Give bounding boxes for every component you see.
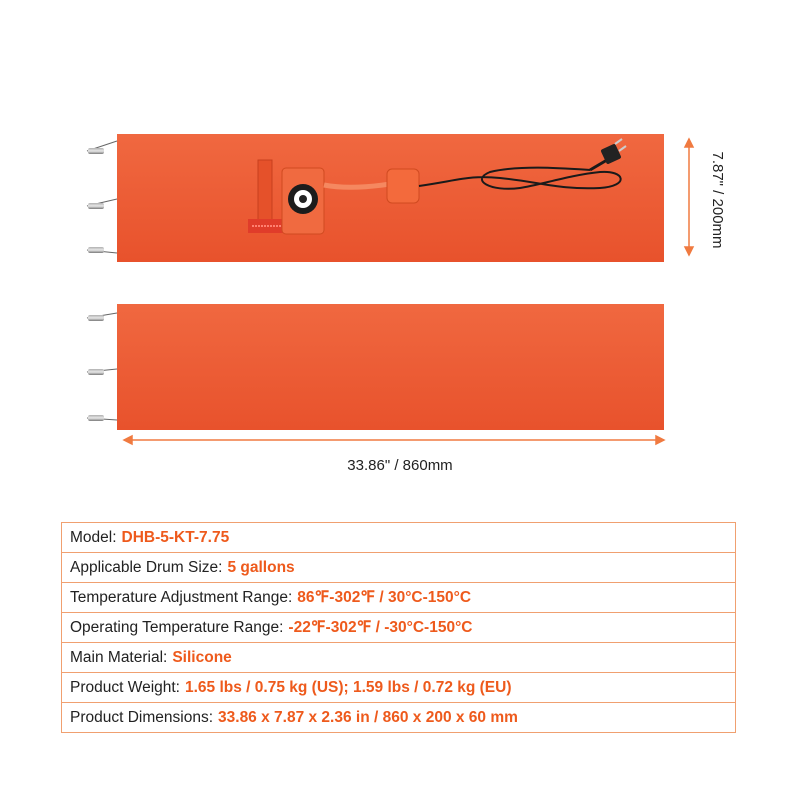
spec-label: Product Weight: (70, 678, 180, 696)
spec-value: 5 gallons (227, 558, 295, 576)
spec-row-material (62, 643, 735, 673)
spec-value: Silicone (172, 648, 232, 666)
heater-mat-back (87, 304, 664, 430)
spring-hook (87, 199, 117, 209)
spec-row-dimensions (62, 703, 735, 732)
width-dimension-arrow (124, 436, 664, 444)
spec-value: 1.65 lbs / 0.75 kg (US); 1.59 lbs / 0.72 kg (EU) (185, 678, 512, 696)
spec-row-model (62, 523, 735, 553)
heater-mat-front (87, 134, 664, 262)
spec-value: 33.86 x 7.87 x 2.36 in / 860 x 200 x 60 mm (218, 708, 518, 726)
spec-label: Temperature Adjustment Range: (70, 588, 293, 606)
mat-body-back (117, 304, 664, 430)
spring-hook (87, 369, 117, 375)
spec-label: Main Material: (70, 648, 168, 666)
specifications-table (61, 522, 736, 733)
spring-hook (87, 247, 117, 253)
junction-box (387, 169, 419, 203)
height-dimension-label: 7.87" / 200mm (709, 151, 727, 249)
width-dimension-label: 33.86" / 860mm (347, 457, 453, 474)
spring-hook (87, 415, 117, 421)
thermostat-controller (282, 168, 324, 234)
spec-label: Model: (70, 528, 117, 546)
spec-row-weight (62, 673, 735, 703)
spec-value: DHB-5-KT-7.75 (121, 528, 230, 546)
spring-hook (87, 141, 117, 154)
spec-label: Operating Temperature Range: (70, 618, 284, 636)
spec-row-temperature-adjustment (62, 583, 735, 613)
spec-label: Product Dimensions: (70, 708, 214, 726)
spec-label: Applicable Drum Size: (70, 558, 223, 576)
spec-row-drum-size (62, 553, 735, 583)
spec-row-operating-temperature (62, 613, 735, 643)
spec-value: 86℉-302℉ / 30°C-150°C (297, 589, 472, 606)
spec-value: -22℉-302℉ / -30°C-150°C (288, 619, 473, 636)
spring-hook (87, 313, 117, 321)
height-dimension-arrow (685, 139, 693, 255)
